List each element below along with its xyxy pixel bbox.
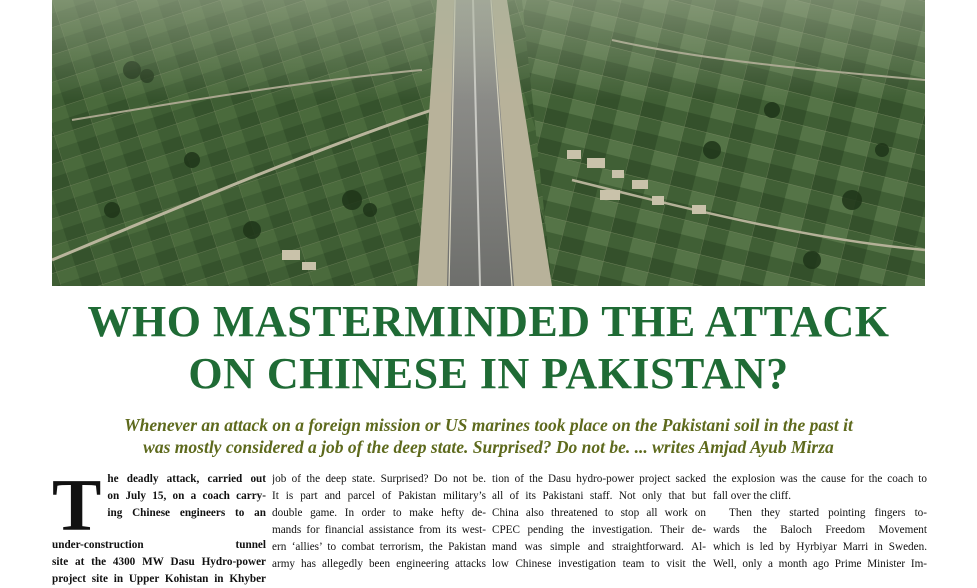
standfirst <box>40 414 937 458</box>
column-line: ing Chinese engineers to an <box>107 507 266 519</box>
column-line: ern ‘allies’ to combat terrorism, the Pakistan <box>272 541 486 553</box>
aerial-highway-photo <box>52 0 925 286</box>
column-line: wards the Baloch Freedom Movement <box>713 524 927 536</box>
drop-cap: T <box>52 465 102 547</box>
column-line: Then they started pointing fingers to- <box>729 507 927 519</box>
column-line: tion of the Dasu hydro-power project sacked <box>492 473 706 485</box>
column-line: It is part and parcel of Pakistan military’s <box>272 490 486 502</box>
article-column-1 <box>52 465 266 588</box>
column-line: job of the deep state. Surprised? Do not be. <box>272 473 486 485</box>
column-line: low Chinese investigation team to visit the <box>492 558 706 570</box>
article-column-4 <box>713 471 927 573</box>
headline-line-2: ON CHINESE IN PAKISTAN? <box>188 349 789 398</box>
standfirst-line-2: was mostly considered a job of the deep state. Surprised? Do not be. ... writes Amjad Ayub Mirza <box>143 437 834 457</box>
column-line: he deadly attack, carried out <box>107 473 266 485</box>
column-line: China also threatened to stop all work on <box>492 507 706 519</box>
article-column-2 <box>272 471 486 573</box>
column-line: site at the 4300 MW Dasu Hydro-power <box>52 556 266 568</box>
column-line: project site in Upper Kohistan in Khyber <box>52 573 266 585</box>
column-line: CPEC pending the investigation. Their de- <box>492 524 706 536</box>
column-line: on July 15, on a coach carry- <box>107 490 266 502</box>
headline <box>30 296 947 400</box>
column-line: under-construction tunnel <box>52 539 266 551</box>
column-line: mand was simple and straightforward. Al- <box>492 541 706 553</box>
column-line: double game. In order to make hefty de- <box>272 507 486 519</box>
column-line: mands for financial assistance from its west- <box>272 524 486 536</box>
column-line: army has allegedly been engineering attacks <box>272 558 486 570</box>
column-line: which is led by Hyrbiyar Marri in Sweden. <box>713 541 927 553</box>
column-line: all of its Pakistani staff. Not only that but <box>492 490 706 502</box>
article-column-3 <box>492 471 706 573</box>
column-line: Well, only a month ago Prime Minister Im- <box>713 558 927 570</box>
column-line: the explosion was the cause for the coach to <box>713 473 927 485</box>
standfirst-line-1: Whenever an attack on a foreign mission or US marines took place on the Pakistani soil in the past it <box>124 415 853 435</box>
headline-line-1: WHO MASTERMINDED THE ATTACK <box>87 297 890 346</box>
column-line: fall over the cliff. <box>713 490 792 502</box>
